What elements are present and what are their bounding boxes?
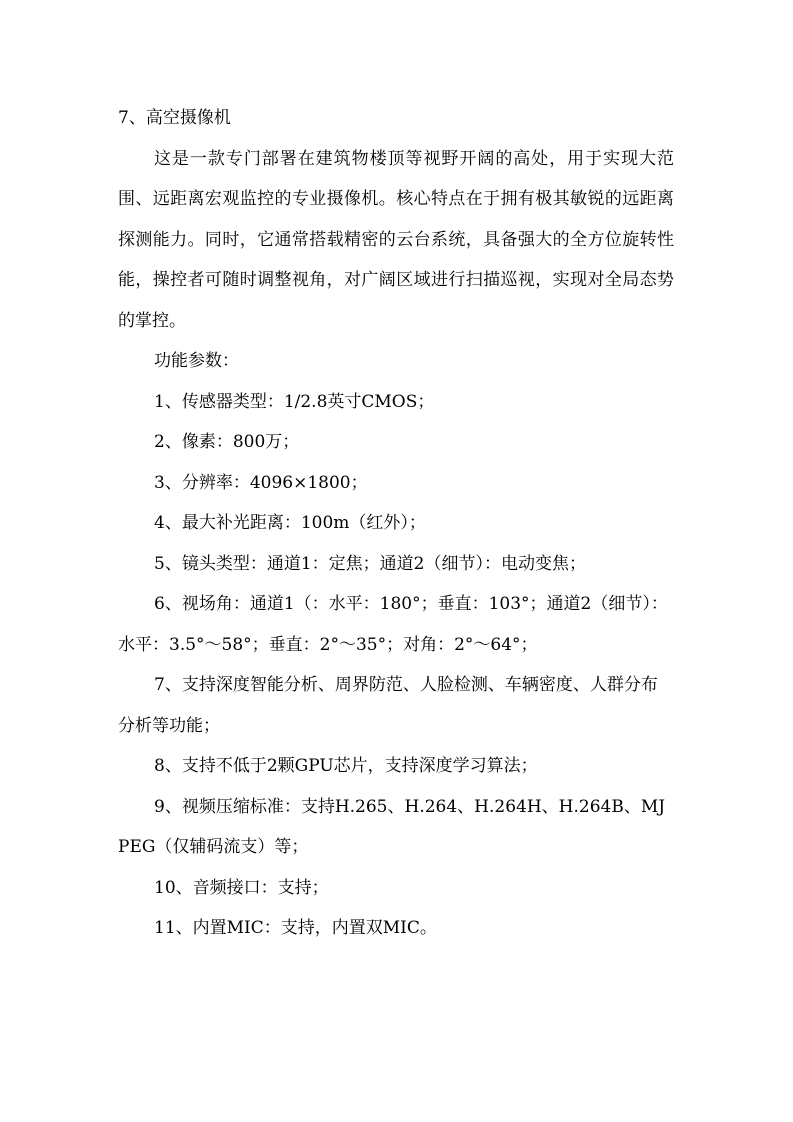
param-item-10: 10、音频接口：支持；: [154, 877, 329, 898]
document-body: [118, 98, 674, 949]
param-item-1: 1、传感器类型：1/2.8英寸CMOS；: [154, 391, 435, 412]
intro-paragraph: 这是一款专门部署在建筑物楼顶等视野开阔的高处，用于实现大范围、远距离宏观监控的专业摄像机。核心特点在于拥有极其敏锐的远距离探测能力。同时，它通常搭载精密的云台系统，具备强大的全方位旋转性能，操控者可随时调整视角，对广阔区域进行扫描巡视，实现对全局态势的掌控。: [118, 148, 674, 331]
param-item-5: 5、镜头类型：通道1：定焦；通道2（细节）：电动变焦；: [154, 553, 586, 574]
section-title: 7、高空摄像机: [118, 108, 231, 128]
param-item-11: 11、内置MIC：支持，内置双MIC。: [154, 918, 437, 938]
param-item-7: 7、支持深度智能分析、周界防范、人脸检测、车辆密度、人群分布分析等功能；: [118, 675, 658, 736]
param-item-2: 2、像素：800万；: [154, 432, 300, 452]
param-item-4: 4、最大补光距离：100m（红外）；: [154, 513, 426, 533]
params-label: 功能参数：: [154, 351, 239, 371]
param-item-9: 9、视频压缩标准：支持H.265、H.264、H.264H、H.264B、MJPEG（仅辅码流支）等；: [118, 796, 666, 857]
param-item-8: 8、支持不低于2颗GPU芯片，支持深度学习算法；: [154, 756, 538, 776]
param-item-3: 3、分辨率：4096×1800；: [154, 472, 368, 493]
param-item-6: 6、视场角：通道1（：水平：180°；垂直：103°；通道2（细节）：水平：3.5°～58°；垂直：2°～35°；对角：2°～64°；: [118, 594, 668, 655]
